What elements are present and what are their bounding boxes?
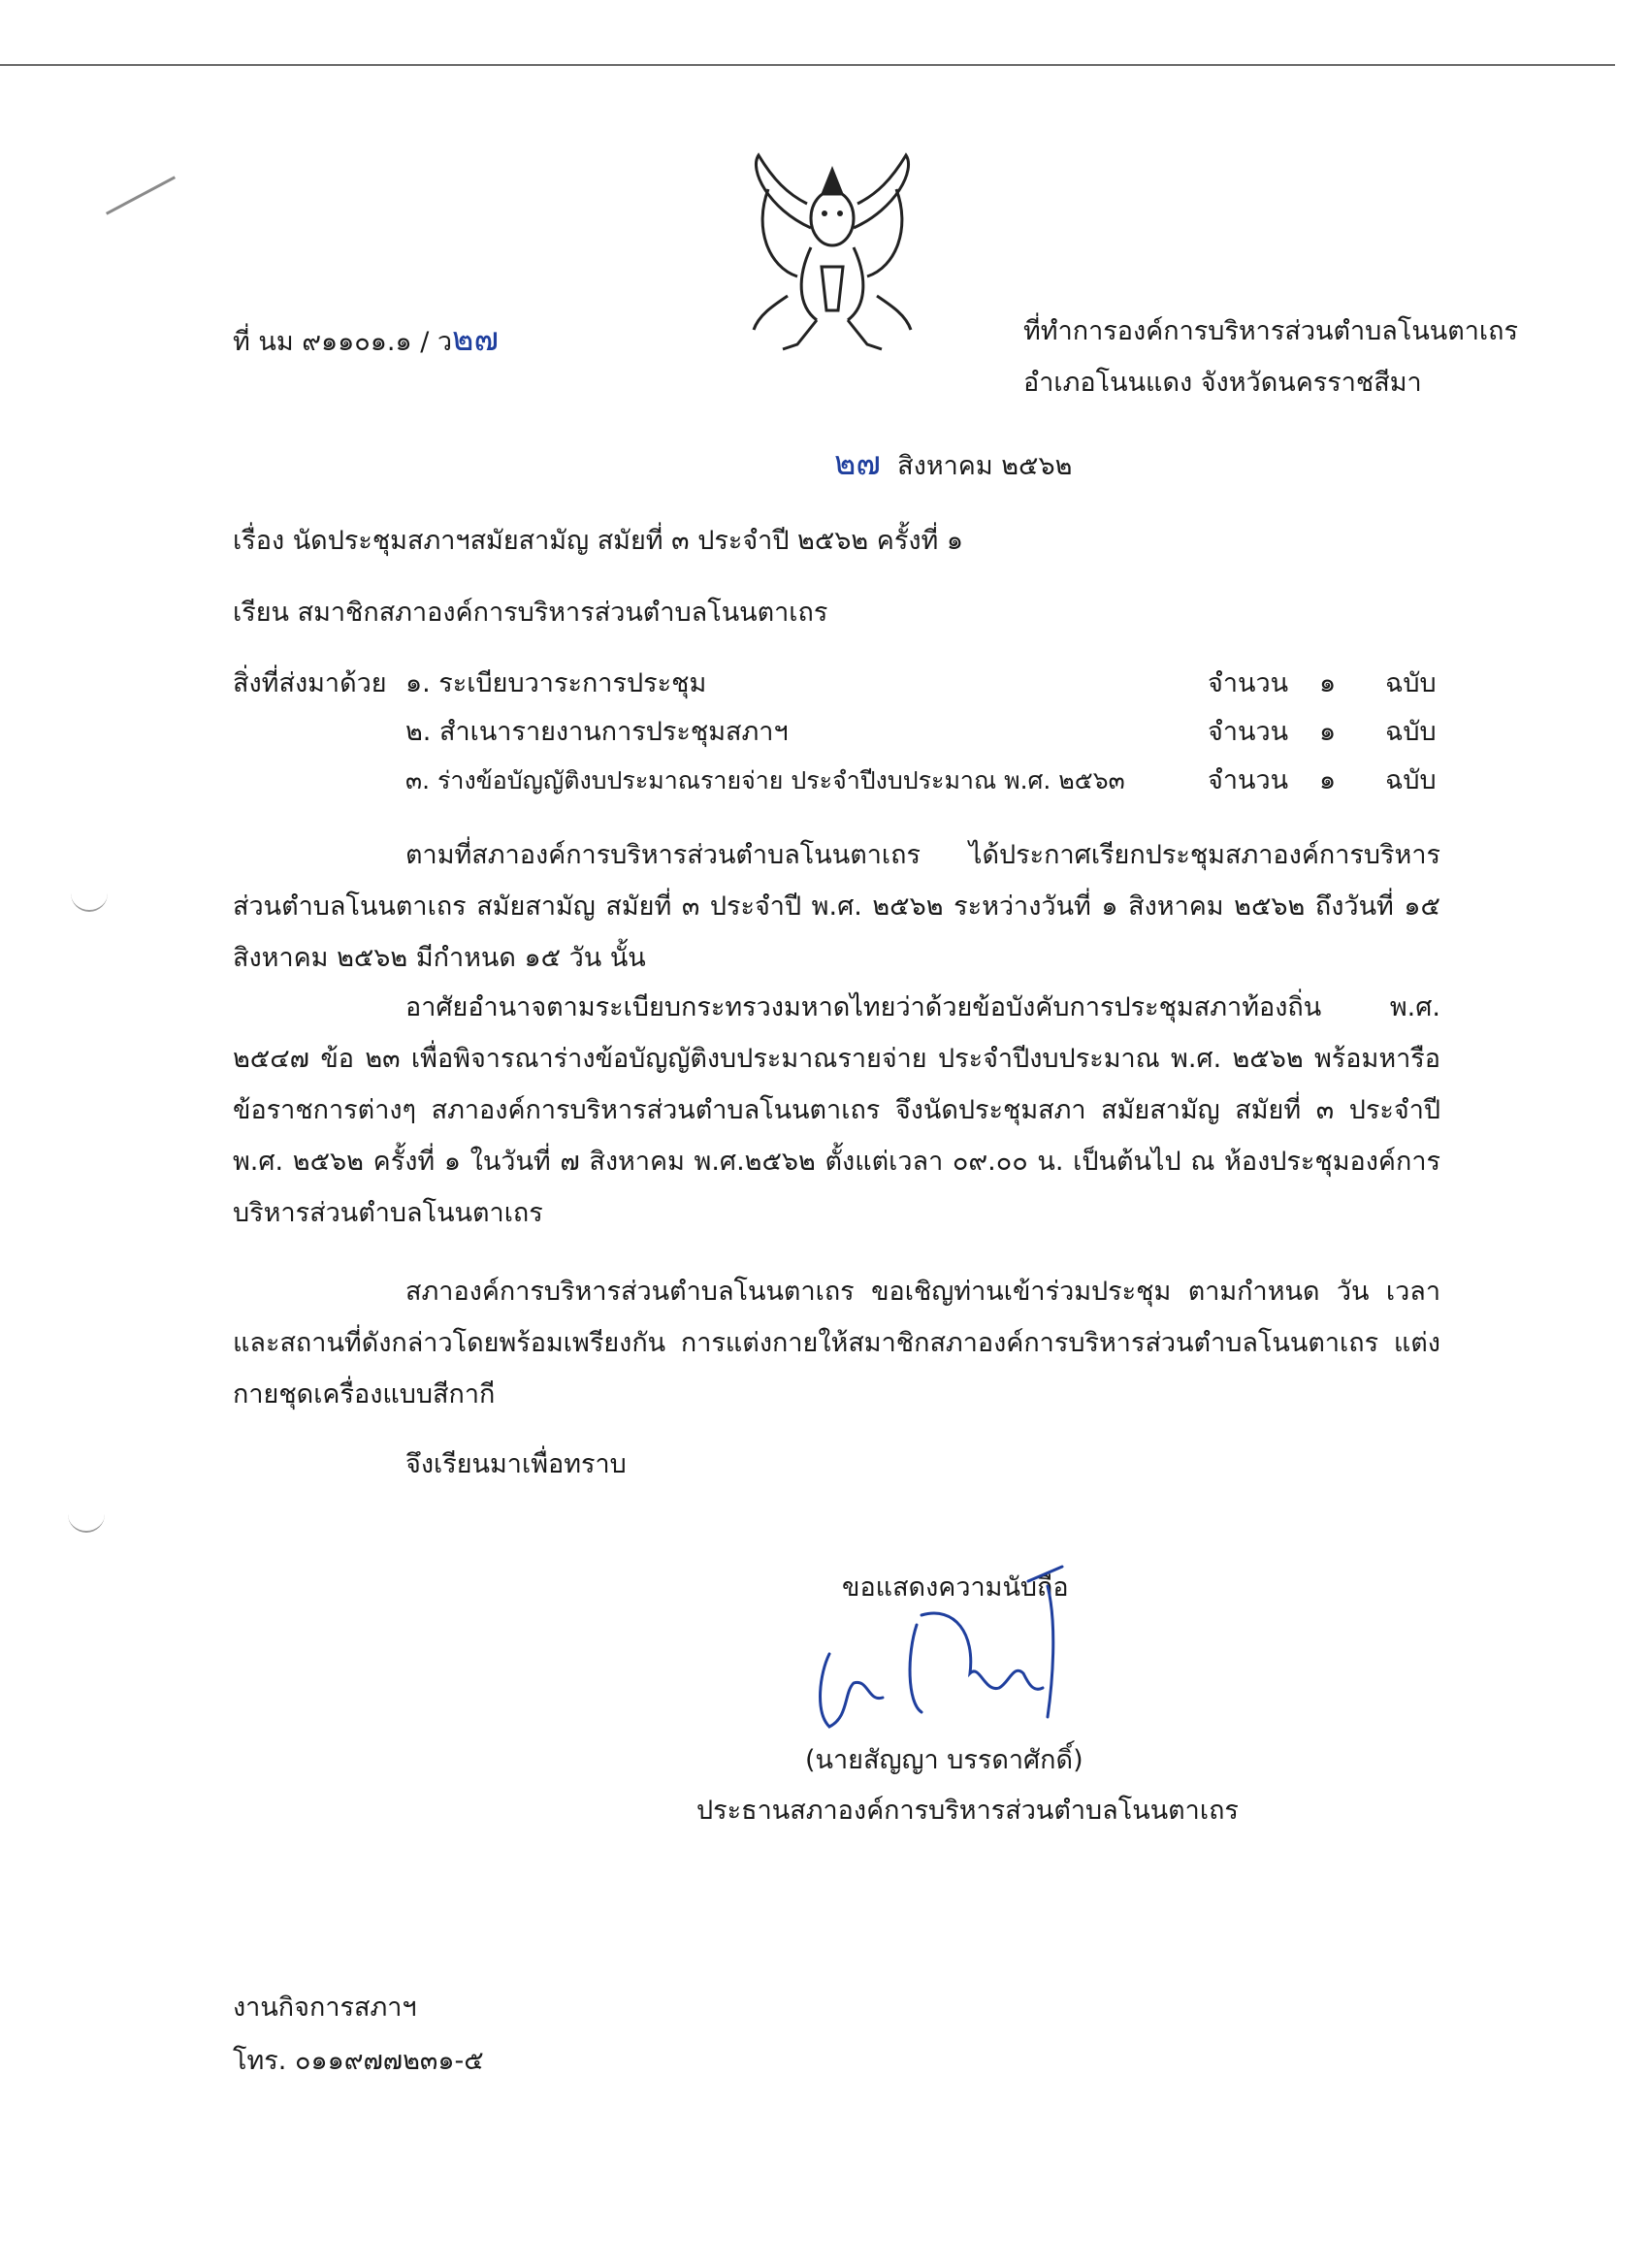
office-line-2: อำเภอโนนแดง จังหวัดนครราชสีมา bbox=[1023, 368, 1422, 398]
closing-request: จึงเรียนมาเพื่อทราบ bbox=[405, 1449, 627, 1479]
addressee-line: เรียน สมาชิกสภาองค์การบริหารส่วนตำบลโนนตาเถร bbox=[233, 598, 828, 628]
attachment-unit: ฉบับ bbox=[1385, 717, 1437, 747]
date-day-handwritten: ๒๗ bbox=[834, 444, 881, 483]
attachment-qty-label: จำนวน bbox=[1208, 765, 1289, 795]
attachment-unit: ฉบับ bbox=[1385, 668, 1437, 698]
attachment-qty: ๑ bbox=[1319, 668, 1337, 698]
signer-title: ประธานสภาองค์การบริหารส่วนตำบลโนนตาเถร bbox=[696, 1796, 1239, 1826]
body-paragraph-1: ตามที่สภาองค์การบริหารส่วนตำบลโนนตาเถร ได้ประกาศเรียกประชุมสภาองค์การบริหารส่วนตำบลโนนตาเถร สมัยสามัญ สมัยที่ ๓ ประจำปี พ.ศ. ๒๕๖๒ ระหว่างวันที่ ๑ สิงหาคม ๒๕๖๒ ถึงวันที่ ๑๕ สิงหาคม ๒๕๖๒ มีกำหนด ๑๕ วัน นั้น bbox=[233, 840, 1440, 973]
subject-line: เรื่อง นัดประชุมสภาฯสมัยสามัญ สมัยที่ ๓ ประจำปี ๒๕๖๒ ครั้งที่ ๑ bbox=[233, 526, 964, 556]
signer-name: (นายสัญญา บรรดาศักดิ์) bbox=[805, 1745, 1083, 1775]
signature-mark bbox=[810, 1547, 1072, 1741]
punch-hole-mark bbox=[68, 1513, 105, 1533]
letter-date bbox=[834, 444, 1072, 486]
top-edge-line bbox=[0, 64, 1615, 66]
attachment-qty-label: จำนวน bbox=[1208, 668, 1289, 698]
reference-prefix: ที่ นม ๙๑๑๐๑.๑ / ว bbox=[233, 327, 453, 357]
office-line-1: ที่ทำการองค์การบริหารส่วนตำบลโนนตาเถร bbox=[1023, 316, 1519, 346]
attachment-unit: ฉบับ bbox=[1385, 765, 1437, 795]
phone-number: โทร. ๐๑๑๙๗๗๒๓๑-๕ bbox=[233, 2046, 484, 2076]
attachment-item bbox=[405, 713, 1448, 761]
attachment-item-name: ๓. ร่างข้อบัญญัติงบประมาณรายจ่าย ประจำปีงบประมาณ พ.ศ. ๒๕๖๓ bbox=[405, 766, 1125, 794]
sign-off: ขอแสดงความนับถือ bbox=[842, 1572, 1069, 1603]
date-month-year: สิงหาคม ๒๕๖๒ bbox=[897, 451, 1073, 481]
attachment-qty: ๑ bbox=[1319, 717, 1337, 747]
body-paragraph-2: อาศัยอำนาจตามระเบียบกระทรวงมหาดไทยว่าด้วยข้อบังคับการประชุมสภาท้องถิ่น พ.ศ. ๒๕๔๗ ข้อ ๒๓ เพื่อพิจารณาร่างข้อบัญญัติงบประมาณรายจ่าย ประจำปีงบประมาณ พ.ศ. ๒๕๖๒ พร้อมหารือข้อราชการต่างๆ สภาองค์การบริหารส่วนตำบลโนนตาเถร จึงนัดประชุมสภา สมัยสามัญ สมัยที่ ๓ ประจำปี พ.ศ. ๒๕๖๒ ครั้งที่ ๑ ในวันที่ ๗ สิงหาคม พ.ศ.๒๕๖๒ ตั้งแต่เวลา ๐๙.๐๐ น. เป็นต้นไป ณ ห้องประชุมองค์การบริหารส่วนตำบลโนนตาเถร bbox=[233, 992, 1440, 1228]
reference-number bbox=[233, 320, 499, 362]
punch-hole-mark bbox=[71, 892, 108, 912]
attachment-item bbox=[405, 664, 1448, 713]
department: งานกิจการสภาฯ bbox=[233, 1993, 417, 2023]
pen-mark bbox=[106, 176, 176, 214]
body-paragraph-3: สภาองค์การบริหารส่วนตำบลโนนตาเถร ขอเชิญท่านเข้าร่วมประชุม ตามกำหนด วัน เวลา และสถานที่ดังกล่าวโดยพร้อมเพรียงกัน การแต่งกายให้สมาชิกสภาองค์การบริหารส่วนตำบลโนนตาเถร แต่งกายชุดเครื่องแบบสีกากี bbox=[233, 1277, 1440, 1409]
attachment-qty: ๑ bbox=[1319, 765, 1337, 795]
reference-handwritten-number: ๒๗ bbox=[452, 320, 500, 359]
garuda-emblem-icon bbox=[729, 150, 935, 359]
attachments-label: สิ่งที่ส่งมาด้วย bbox=[233, 668, 387, 698]
attachment-item bbox=[405, 761, 1448, 810]
attachment-qty-label: จำนวน bbox=[1208, 717, 1289, 747]
attachment-item-name: ๒. สำเนารายงานการประชุมสภาฯ bbox=[405, 717, 789, 747]
attachment-item-name: ๑. ระเบียบวาระการประชุม bbox=[405, 668, 707, 698]
